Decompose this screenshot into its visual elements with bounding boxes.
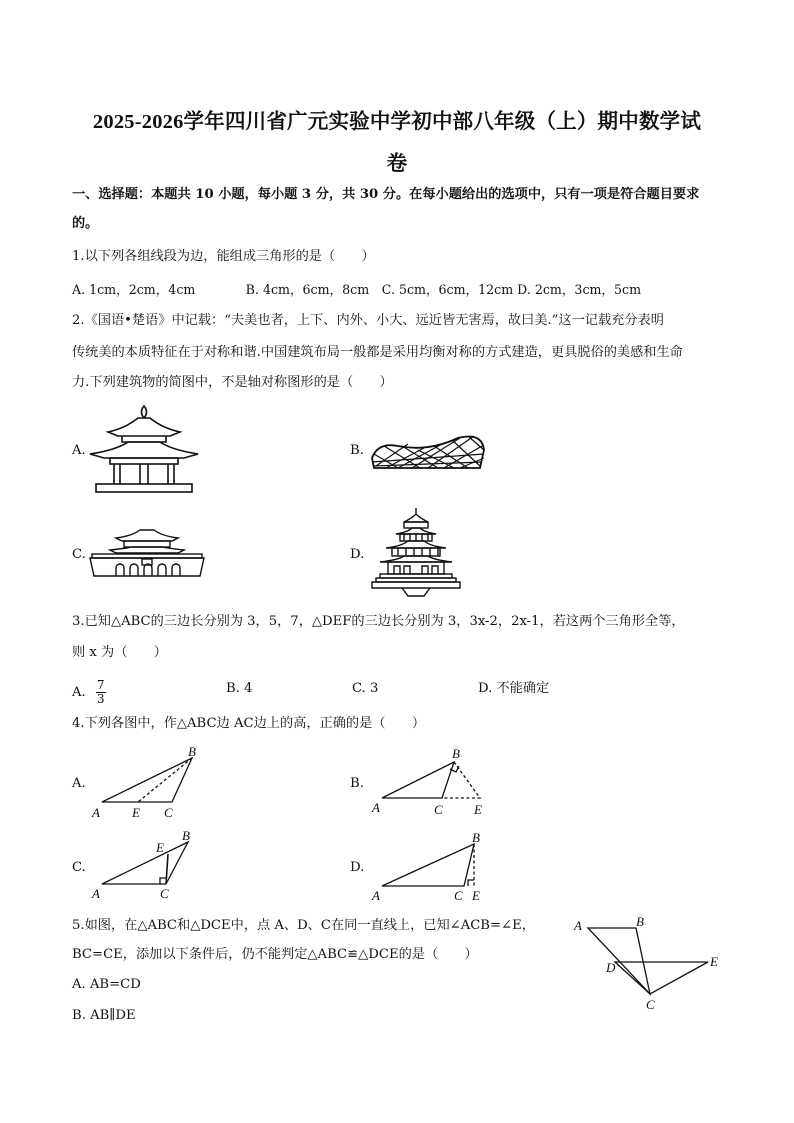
question-4-option-c-label: C. (72, 860, 86, 875)
question-3-line1: 3.已知△ABC的三边长分别为 3，5，7，△DEF的三边长分别为 3，3x-2，2x-1，若这两个三角形全等， (72, 614, 685, 629)
section-heading-line2: 的。 (72, 216, 99, 231)
question-5-option-a: A. AB=CD (72, 977, 141, 992)
point-label-a: A (372, 888, 380, 903)
fraction (96, 679, 106, 706)
question-2-option-a-label: A. (72, 443, 86, 458)
triangle-figure-b (368, 742, 498, 822)
section-heading-line1: 一、选择题：本题共 10 小题，每小题 3 分，共 30 分。在每小题给出的选项中，只有一项是符合题目要求 (72, 187, 700, 202)
question-5-line2: BC=CE，添加以下条件后，仍不能判定△ABC≌△DCE的是（ ） (72, 947, 478, 962)
point-label-c: C (646, 997, 655, 1012)
document-title-line1: 2025-2026学年四川省广元实验中学初中部八年级（上）期中数学试 (92, 111, 702, 133)
question-1-stem: 1.以下列各组线段为边，能组成三角形的是（ ） (72, 249, 375, 264)
point-label-a: A (92, 805, 100, 820)
stadium-figure (368, 432, 488, 472)
point-label-a: A (574, 918, 582, 933)
question-3-option-a (72, 679, 106, 706)
question-4-option-b-label: B. (350, 776, 364, 791)
point-label-e: E (710, 954, 718, 969)
question-1-options: A. 1cm，2cm，4cm B. 4cm，6cm，8cm C. 5cm，6cm，12cm D. 2cm，3cm，5cm (72, 282, 642, 297)
question-3-line2: 则 x 为（ ） (72, 645, 167, 660)
point-label-a: A (92, 886, 100, 901)
congruent-triangles-figure (570, 910, 730, 1014)
question-3-option-b: B. 4 (226, 681, 253, 696)
point-label-e: E (474, 802, 482, 817)
point-label-e: E (132, 805, 140, 820)
point-label-e: E (472, 888, 480, 903)
point-label-b: B (182, 828, 190, 843)
question-2-line2: 传统美的本质特征在于对称和谐.中国建筑布局一般都是采用均衡对称的方式建造，更具脱俗的美感和生命 (72, 345, 683, 360)
triangle-figure-a (88, 742, 208, 822)
question-3-option-d: D. 不能确定 (478, 681, 550, 696)
question-4-stem: 4.下列各图中，作△ABC边 AC边上的高，正确的是（ ） (72, 716, 426, 731)
question-5-line1: 5.如图，在△ABC和△DCE中，点 A、D、C在同一直线上，已知∠ACB=∠E， (72, 918, 535, 933)
gate-tower-figure (88, 528, 206, 580)
point-label-b: B (188, 744, 196, 759)
question-2-option-c-label: C. (72, 547, 86, 562)
question-2-option-d-label: D. (350, 547, 365, 562)
question-2-line3: 力.下列建筑物的简图中，不是轴对称图形的是（ ） (72, 375, 393, 390)
point-label-c: C (164, 805, 173, 820)
question-2-option-b-label: B. (350, 443, 364, 458)
point-label-c: C (434, 802, 443, 817)
question-4-option-d-label: D. (350, 860, 365, 875)
point-label-d: D (606, 960, 616, 975)
fraction-numerator: 7 (96, 678, 105, 692)
point-label-e: E (156, 840, 164, 855)
point-label-a: A (372, 800, 380, 815)
point-label-c: C (454, 888, 463, 903)
question-4-option-a-label: A. (72, 776, 86, 791)
fraction-denominator: 3 (96, 692, 105, 706)
point-label-b: B (472, 830, 480, 845)
point-label-c: C (160, 886, 169, 901)
temple-of-heaven-figure (368, 506, 464, 598)
triangle-figure-d (368, 828, 498, 904)
point-label-b: B (452, 746, 460, 761)
question-3-option-c: C. 3 (352, 681, 379, 696)
point-label-b: B (636, 914, 644, 929)
question-3-option-a-label: A. (72, 685, 86, 700)
question-5-option-b: B. AB∥DE (72, 1008, 136, 1023)
triangle-figure-c (88, 828, 208, 904)
pavilion-figure (86, 402, 202, 494)
document-title-line2: 卷 (386, 153, 408, 175)
question-2-line1: 2.《国语•楚语》中记载：“夫美也者，上下、内外、小大、远近皆无害焉，故曰美.”这一记载充分表明 (72, 313, 664, 328)
